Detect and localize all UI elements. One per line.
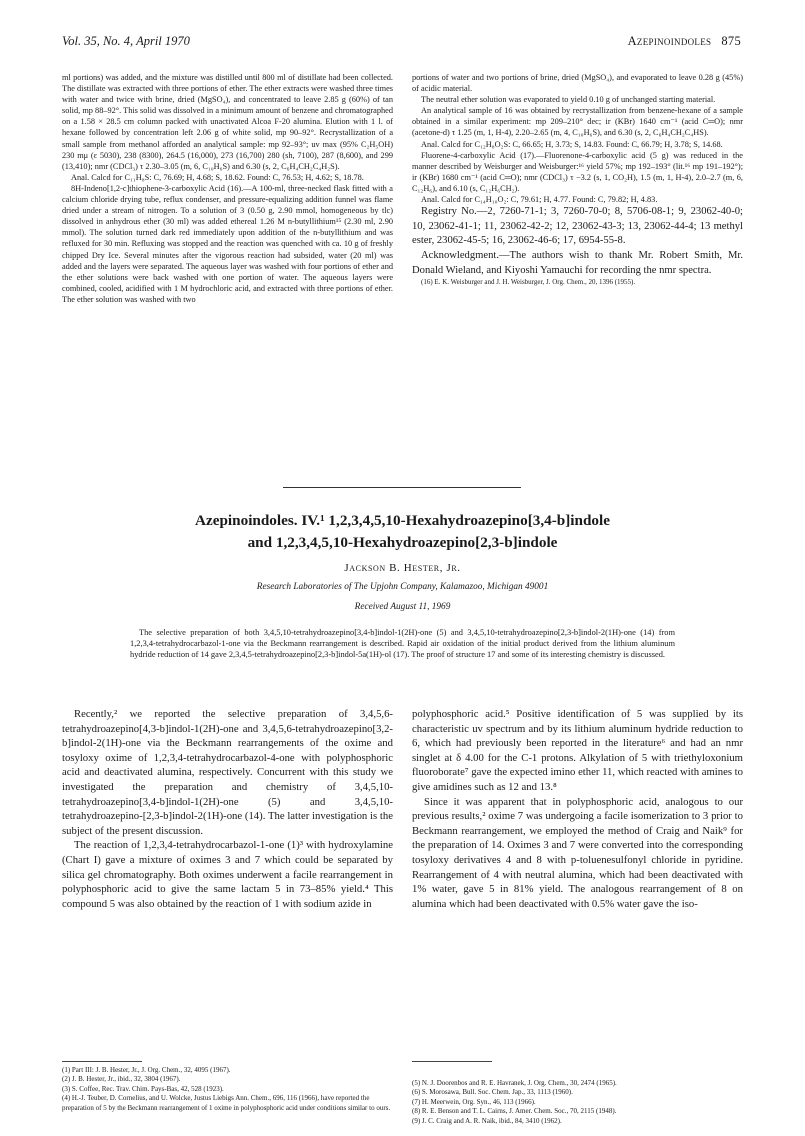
received-date: Received August 11, 1969: [354, 602, 451, 612]
footnote: (4) H.-J. Teuber, D. Cornelius, and U. Wolcke, Justus Liebigs Ann. Chem., 696, 116 (1966), have reported the preparation of 5 by the Beckmann rearrangement of 1 oxime in polyphosphoric acid under conditions similar to ours.: [62, 1094, 391, 1112]
footnote: (6) S. Morosawa, Bull. Soc. Chem. Jap., 33, 1113 (1960).: [412, 1088, 573, 1097]
running-title: Azepinoindoles: [627, 34, 712, 48]
paragraph: Fluorene-4-carboxylic Acid (17).—Fluorenone-4-carboxylic acid (5 g) was reduced in the manner described by Weisburger and Weisburger:¹⁶ yield 57%; mp 192–193° (lit.¹⁶ mp 191–192°); ir (KBr) 1680 cm⁻¹ (acid C═O); nmr (CDCl₃) τ −3.2 (s, 1, CO₂H), 1.5 (m, 1, H-4), 2.0–2.7 (m, 6, C₁₂H₆), and 6.10 (s, C₁₂H₆CH₂).: [412, 150, 743, 193]
body-column-left: [62, 707, 393, 911]
paragraph: Anal. Calcd for C₁₂H₈O₂S: C, 66.65; H, 3.73; S, 14.83. Found: C, 66.79; H, 3.78; S, 14.68.: [421, 139, 723, 149]
paragraph: portions of water and two portions of brine, dried (MgSO₄), and evaporated to leave 0.28 g (45%) of acidic material.: [412, 73, 743, 94]
footnotes-left: [62, 1066, 393, 1113]
paragraph: An analytical sample of 16 was obtained by recrystallization from benzene-hexane of a sample obtained in a similar experiment: mp 209–210° dec; ir (KBr) 1640 cm⁻¹ (acid C═O); nmr (acetone-d) τ 1.25 (m, 1, H-4), 2.20–2.65 (m, 4, C₁₀H₆S), and 6.30 (s, 2, C₆H₄CH₂C₄HS).: [412, 106, 743, 138]
paragraph: ml portions) was added, and the mixture was distilled until 800 ml of distillate had been collected. The distillate was extracted with three portions of ether. The ether extracts were washed three times with water and twice with brine, dried (MgSO₄), and concentrated to leave 2.85 g (60%) of tan solid, mp 88–92°. This solid was dissolved in a minimum amount of benzene and chromatographed on a 1.58 × 28.5 cm column packed with unactivated Alcoa F-20 alumina. Elution with 1 l. of hexane followed by concentration left 2.06 g of white solid, mp 90–92°. Recrystallization of a small sample from methanol afforded an analytical sample: mp 92–93°; uv max (95% C₂H₅OH) 230 mμ (ε 5030), 238 (8300), 264.5 (16,000), 273 (16,700) 280 (sh, 7100), 287 (8,600), and 299 (13,410); nmr (CDCl₃) τ 2.30–3.05 (m, 6, C₁₀H₆S) and 6.30 (s, 2, C₆H₄CH₂C₄H₂S).: [62, 73, 393, 171]
paragraph: Anal. Calcd for C₁₁H₈S: C, 76.69; H, 4.68; S, 18.62. Found: C, 76.53; H, 4.62; S, 18.78.: [71, 172, 364, 182]
article-title-line2: and 1,2,3,4,5,10-Hexahydroazepino[2,3-b]indole: [247, 534, 558, 551]
registry-numbers: Registry No.—2, 7260-71-1; 3, 7260-70-0; 8, 5706-08-1; 9, 23062-40-0; 10, 23062-41-1; 11, 23062-42-2; 12, 23062-43-3; 13, 23062-44-4; 13 methyl ester, 23062-45-5; 16, 23062-46-6; 17, 6954-55-8.: [412, 206, 743, 247]
footnote-16: (16) E. K. Weisburger and J. H. Weisburger, J. Org. Chem., 20, 1396 (1955).: [421, 278, 636, 287]
paragraph: Since it was apparent that in polyphosphoric acid, analogous to our previous results,² oxime 7 was undergoing a facile isomerization to 3 prior to Beckmann rearrangement, we employed the method of Craig and Naik⁹ for the preparation of 14. Oximes 3 and 7 were converted into the corresponding tosyloxy derivatives 4 and 8 with p-toluenesulfonyl chloride in pyridine. Rearrangement of 4 with neutral alumina, which had been deactivated with 1% water, gave 5 in 81% yield. The analogous rearrangement of 8 on alumina which had been deactivated with 0.5% water gave the iso-: [412, 795, 743, 910]
section-divider: [283, 487, 521, 488]
author: Jackson B. Hester, Jr.: [344, 562, 461, 574]
paragraph: Recently,² we reported the selective preparation of 3,4,5,6-tetrahydroazepino[4,3-b]indol-1(2H)-one and 3,4,5,6-tetrahydroazepino[3,2-b]indol-2(1H)-one via the Beckmann rearrangements of the oxime and tosyloxy oxime of 1,2,3,4-tetrahydrocarbazol-4-one with polyphosphoric acid and deactivated alumina, respectively. Concurrent with this study we investigated the preparation and chemistry of 3,4,5,10-tetrahydroazepino[3,4-b]indol-1(2H)-one (5) and 3,4,5,10-tetrahydroazepino-[2,3-b]indol-2(1H)-one (14). The latter investigation is the subject of the present discussion.: [62, 708, 393, 837]
article-title-line1: Azepinoindoles. IV.¹ 1,2,3,4,5,10-Hexahydroazepino[3,4-b]indole: [195, 512, 610, 529]
footnote: (8) R. E. Benson and T. L. Cairns, J. Amer. Chem. Soc., 70, 2115 (1948).: [412, 1107, 617, 1116]
footnote: (7) H. Meerwein, Org. Syn., 46, 113 (1966).: [412, 1097, 536, 1106]
footnote: (5) N. J. Doorenbos and R. E. Havranek, J. Org. Chem., 30, 2474 (1965).: [412, 1079, 617, 1087]
experimental-column-left: [62, 72, 393, 305]
journal-volume-issue: Vol. 35, No. 4, April 1970: [62, 34, 190, 48]
experimental-column-right: [412, 72, 743, 288]
abstract: The selective preparation of both 3,4,5,10-tetrahydroazepino[3,4-b]indol-1(2H)-one (5) and 3,4,5,10-tetrahydroazepino[2,3-b]indol-2(1H)-one (14) from 1,2,3,4-tetrahydrocarbazol-1-one via the Beckmann rearrangement is described. Rapid air oxidation of the initial product derived from the lithium aluminum hydride reduction of 14 gave 2,3,4,5-tetrahydroazepino[2,3-b]indol-5a(1H)-ol (17). The proof of structure 17 and some of its interesting chemistry is discussed.: [130, 628, 675, 660]
footnote: (1) Part III: J. B. Hester, Jr., J. Org. Chem., 32, 4095 (1967).: [62, 1066, 231, 1074]
paragraph: The neutral ether solution was evaporated to yield 0.10 g of unchanged starting material.: [421, 95, 716, 105]
footnotes-right: [412, 1079, 743, 1126]
header-right: [628, 34, 741, 49]
affiliation: Research Laboratories of The Upjohn Company, Kalamazoo, Michigan 49001: [256, 582, 549, 592]
paragraph: The reaction of 1,2,3,4-tetrahydrocarbazol-1-one (1)³ with hydroxylamine (Chart I) gave a mixture of oximes 3 and 7 which could be separated by silica gel chromatography. Both oximes underwent a facile rearrangement in polyphosphoric acid to give the same lactam 5 in 73–85% yield.⁴ This compound 5 was also obtained by the reaction of 1 with sodium azide in: [62, 839, 393, 910]
footnote: (9) J. C. Craig and A. R. Naik, ibid., 84, 3410 (1962).: [412, 1116, 562, 1125]
page-header: [62, 34, 741, 52]
footnote: (2) J. B. Hester, Jr., ibid., 32, 3804 (1967).: [62, 1075, 181, 1084]
paragraph: 8H-Indeno[1,2-c]thiophene-3-carboxylic Acid (16).—A 100-ml, three-necked flask fitted with a calcium chloride drying tube, reflux condenser, and pressure-equalizing addition funnel was flame dried under a stream of nitrogen. To a solution of 3 (0.50 g, 2.90 mmol, homogeneous by tlc) dissolved in anhydrous ether (30 ml) was added ethereal 1.26 M n-butyllithium¹⁵ (2.30 ml, 2.90 mmol). The solution turned dark red immediately upon addition of the n-butyllithium and was refluxed for 30 min. Refluxing was stopped and the reaction was quenched with ca. 10 g of freshly chipped Dry Ice. Several minutes after the vigorous reaction had subsided, water (20 ml) was added and the layers were separated. The aqueous layer was washed with four portions of ether and the ether solutions were back washed with one portion of water. The aqueous layers were combined, cooled, acidified with 1 M hydrochloric acid, and extracted with three portions of ether. The ether solution was washed with two: [62, 183, 393, 304]
paragraph: polyphosphoric acid.⁵ Positive identification of 5 was supplied by its characteristic uv spectrum and by its lithium aluminum hydride reduction to 6, which had previously been reported in the literature⁶ and had an nmr singlet at δ 4.00 for the C-1 protons. Alkylation of 5 with triethyloxonium fluoroborate⁷ gave the expected imino ether 11, which reacted with amines to give amidines such as 12 and 13.⁸: [412, 708, 743, 793]
footnote-rule-left: [62, 1061, 142, 1062]
footnote: (3) S. Coffee, Rec. Trav. Chim. Pays-Bas, 42, 528 (1923).: [62, 1084, 224, 1093]
page-number: 875: [721, 34, 741, 48]
acknowledgment: Acknowledgment.—The authors wish to thank Mr. Robert Smith, Mr. Donald Wieland, and Kiyoshi Yamauchi for recording the nmr spectra.: [412, 249, 743, 276]
paragraph: Anal. Calcd for C₁₄H₁₀O₂: C, 79.61; H, 4.77. Found: C, 79.82; H, 4.83.: [421, 195, 658, 205]
footnote-rule-right: [412, 1061, 492, 1062]
body-column-right: [412, 707, 743, 911]
